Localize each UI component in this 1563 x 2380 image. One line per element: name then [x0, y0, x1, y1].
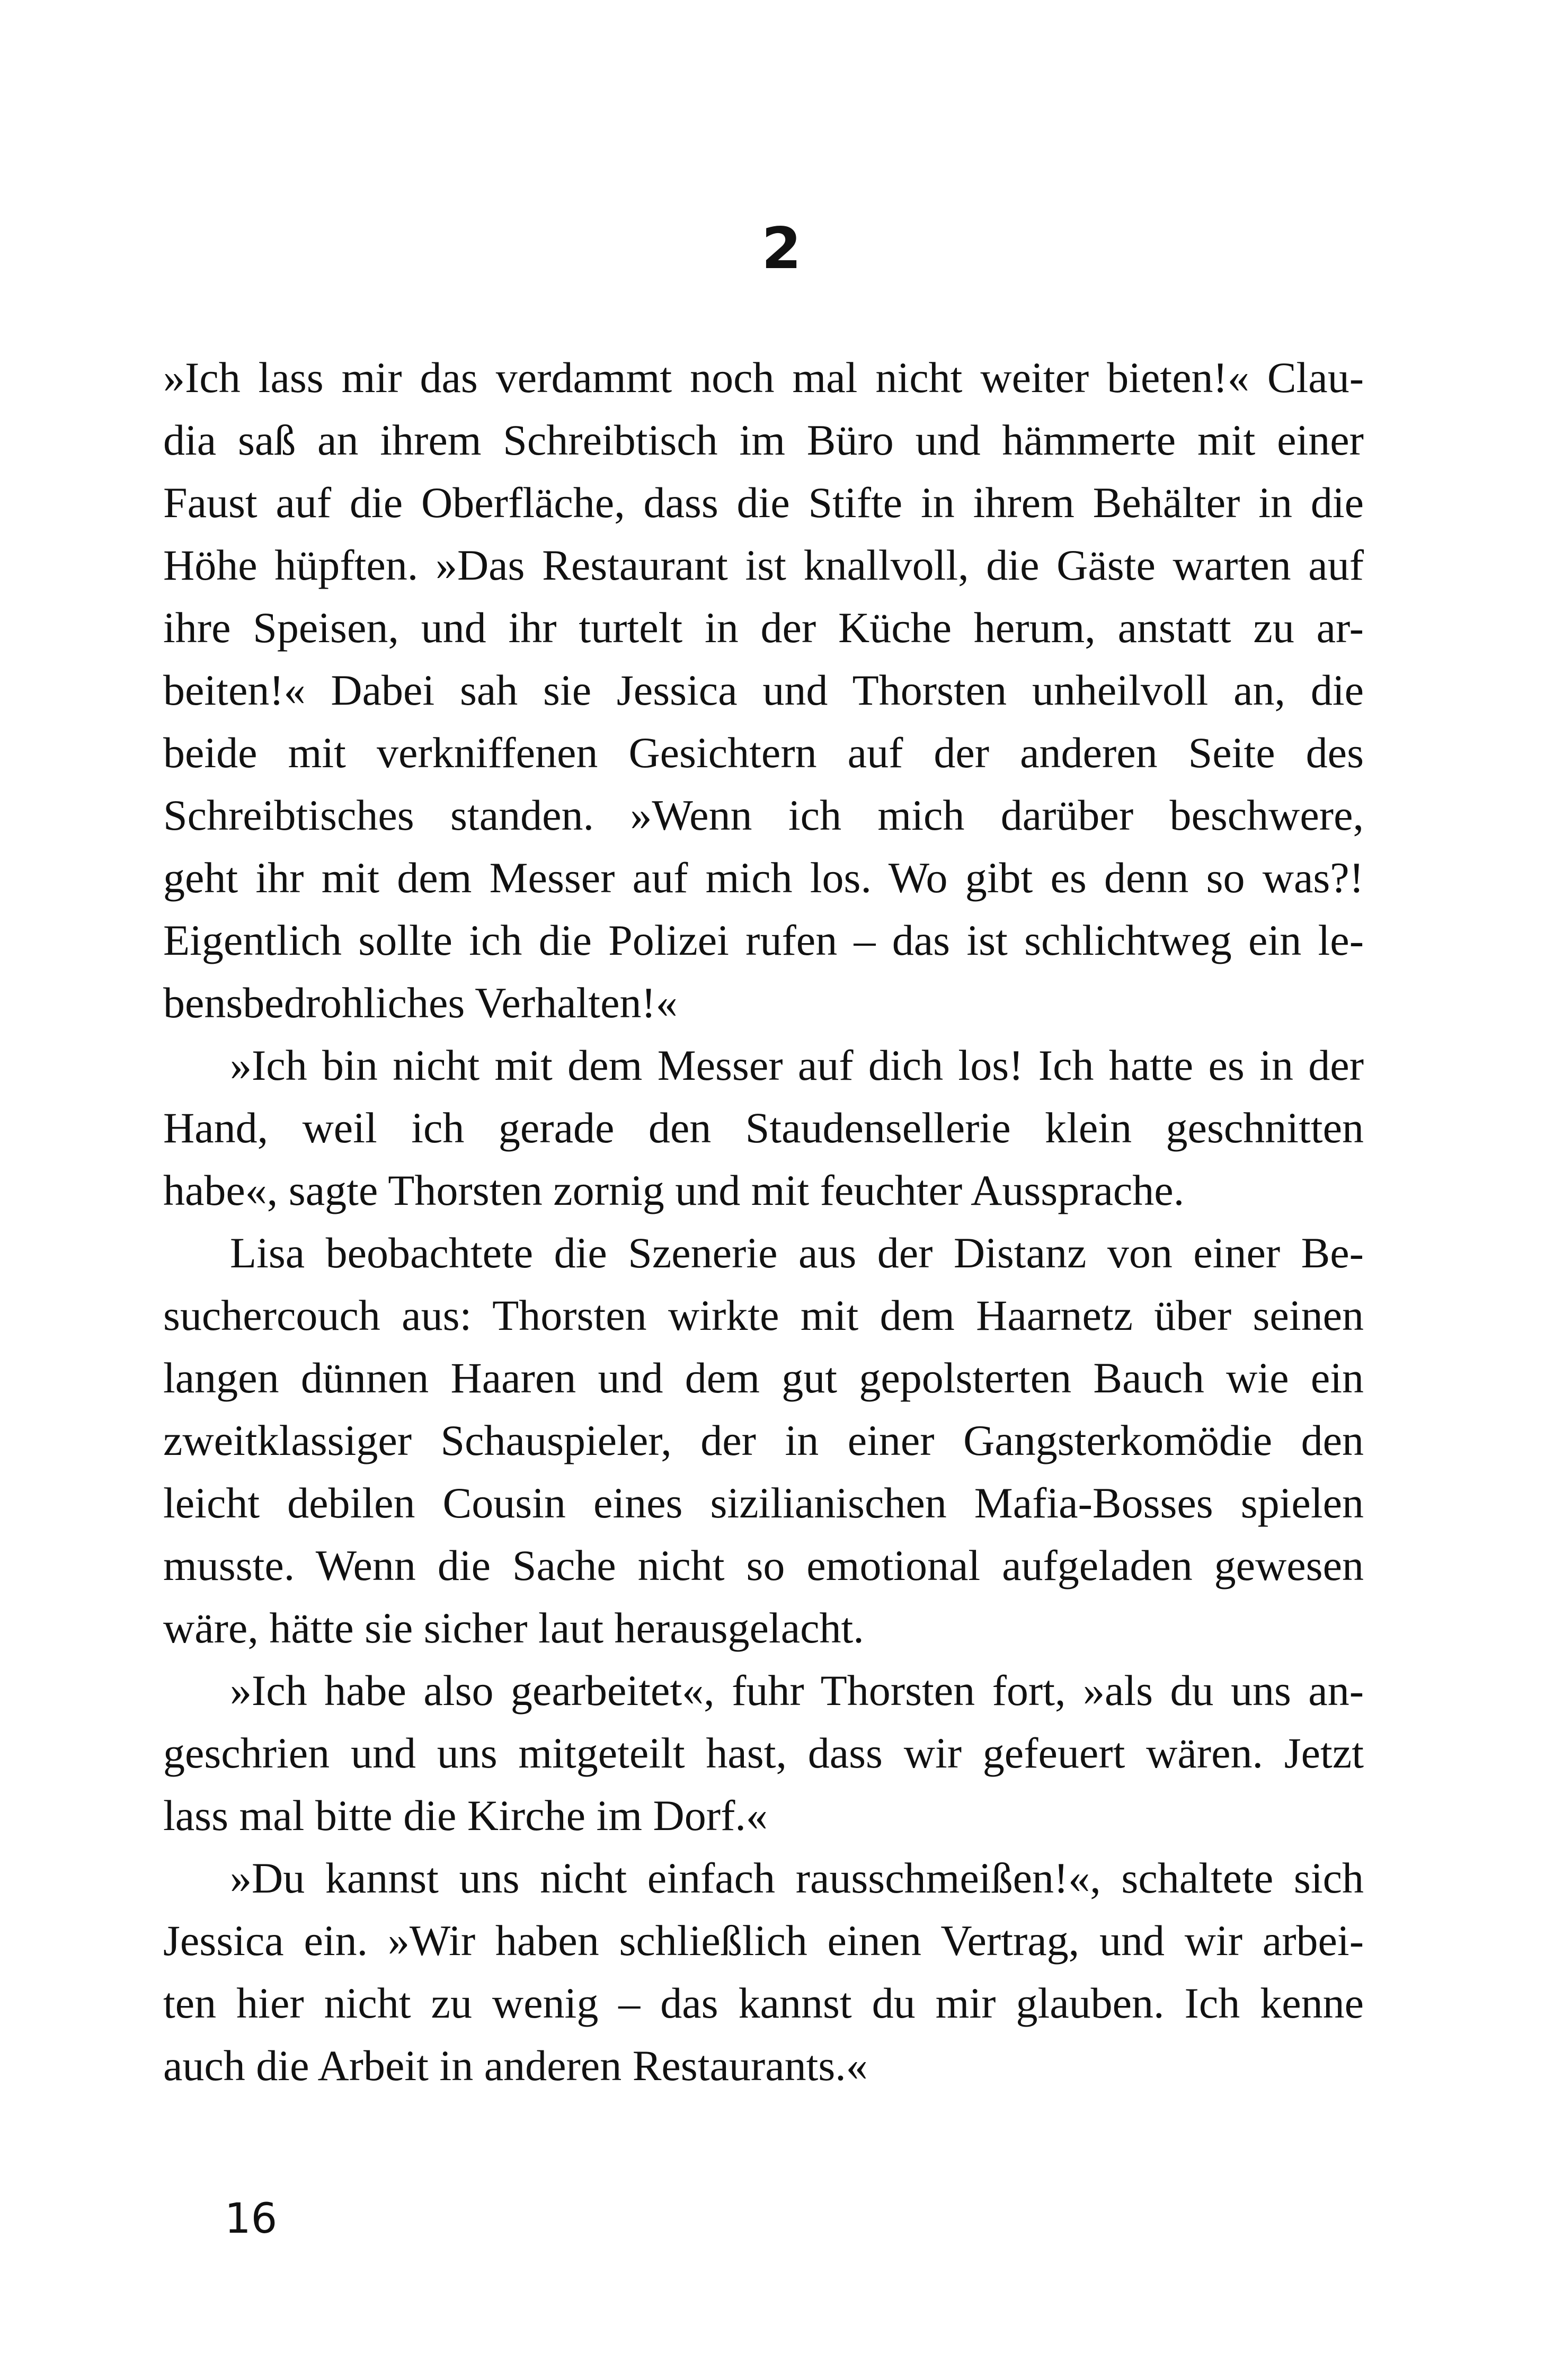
text-line: »Ich lass mir das verdammt noch mal nicht weiter bieten!« Clau- [163, 353, 1364, 402]
text-line: ten hier nicht zu wenig – das kannst du mir glauben. Ich kenne [163, 1979, 1364, 2027]
text-line: leicht debilen Cousin eines sizilianischen Mafia-Bosses spielen [163, 1479, 1364, 1527]
page-number: 16 [225, 2195, 278, 2243]
text-line: Höhe hüpften. »Das Restaurant ist knallvoll, die Gäste warten auf [163, 541, 1364, 589]
chapter-number: 2 [761, 216, 802, 282]
text-line: zweitklassiger Schauspieler, der in einer Gangsterkomödie den [163, 1416, 1364, 1464]
text-line: musste. Wenn die Sache nicht so emotional aufgeladen gewesen [163, 1541, 1364, 1589]
text-line: Faust auf die Oberfläche, dass die Stifte in ihrem Behälter in die [163, 478, 1364, 527]
text-line: wäre, hätte sie sicher laut herausgelacht. [163, 1604, 864, 1652]
text-line: »Ich bin nicht mit dem Messer auf dich los! Ich hatte es in der [230, 1041, 1364, 1089]
paragraph [163, 1659, 1364, 1847]
text-line: beiten!« Dabei sah sie Jessica und Thorsten unheilvoll an, die [163, 666, 1364, 714]
body-text [163, 347, 1364, 2097]
text-line: Schreibtisches standen. »Wenn ich mich darüber beschwere, [163, 791, 1364, 839]
text-line: bensbedrohliches Verhalten!« [163, 979, 678, 1027]
text-line: »Du kannst uns nicht einfach rausschmeißen!«, schaltete sich [230, 1854, 1364, 1902]
paragraph [163, 347, 1364, 1034]
text-line: geschrien und uns mitgeteilt hast, dass wir gefeuert wären. Jetzt [163, 1729, 1364, 1777]
paragraph [163, 1222, 1364, 1659]
text-line: Lisa beobachtete die Szenerie aus der Distanz von einer Be- [230, 1229, 1364, 1277]
text-line: lass mal bitte die Kirche im Dorf.« [163, 1791, 768, 1840]
text-line: langen dünnen Haaren und dem gut gepolsterten Bauch wie ein [163, 1354, 1364, 1402]
text-line: geht ihr mit dem Messer auf mich los. Wo gibt es denn so was?! [163, 854, 1364, 902]
text-line: ihre Speisen, und ihr turtelt in der Küche herum, anstatt zu ar- [163, 603, 1364, 652]
text-line: Jessica ein. »Wir haben schließlich einen Vertrag, und wir arbei- [163, 1916, 1364, 1965]
text-line: dia saß an ihrem Schreibtisch im Büro und hämmerte mit einer [163, 416, 1364, 464]
paragraph [163, 1847, 1364, 2097]
text-line: habe«, sagte Thorsten zornig und mit feuchter Aussprache. [163, 1166, 1185, 1214]
text-line: »Ich habe also gearbeitet«, fuhr Thorsten fort, »als du uns an- [230, 1666, 1364, 1715]
text-line: Hand, weil ich gerade den Staudensellerie klein geschnitten [163, 1104, 1364, 1152]
paragraph [163, 1034, 1364, 1222]
text-line: auch die Arbeit in anderen Restaurants.« [163, 2041, 868, 2090]
text-line: beide mit verkniffenen Gesichtern auf der anderen Seite des [163, 729, 1364, 777]
text-line: Eigentlich sollte ich die Polizei rufen – das ist schlichtweg ein le- [163, 916, 1364, 964]
text-line: suchercouch aus: Thorsten wirkte mit dem Haarnetz über seinen [163, 1291, 1364, 1339]
